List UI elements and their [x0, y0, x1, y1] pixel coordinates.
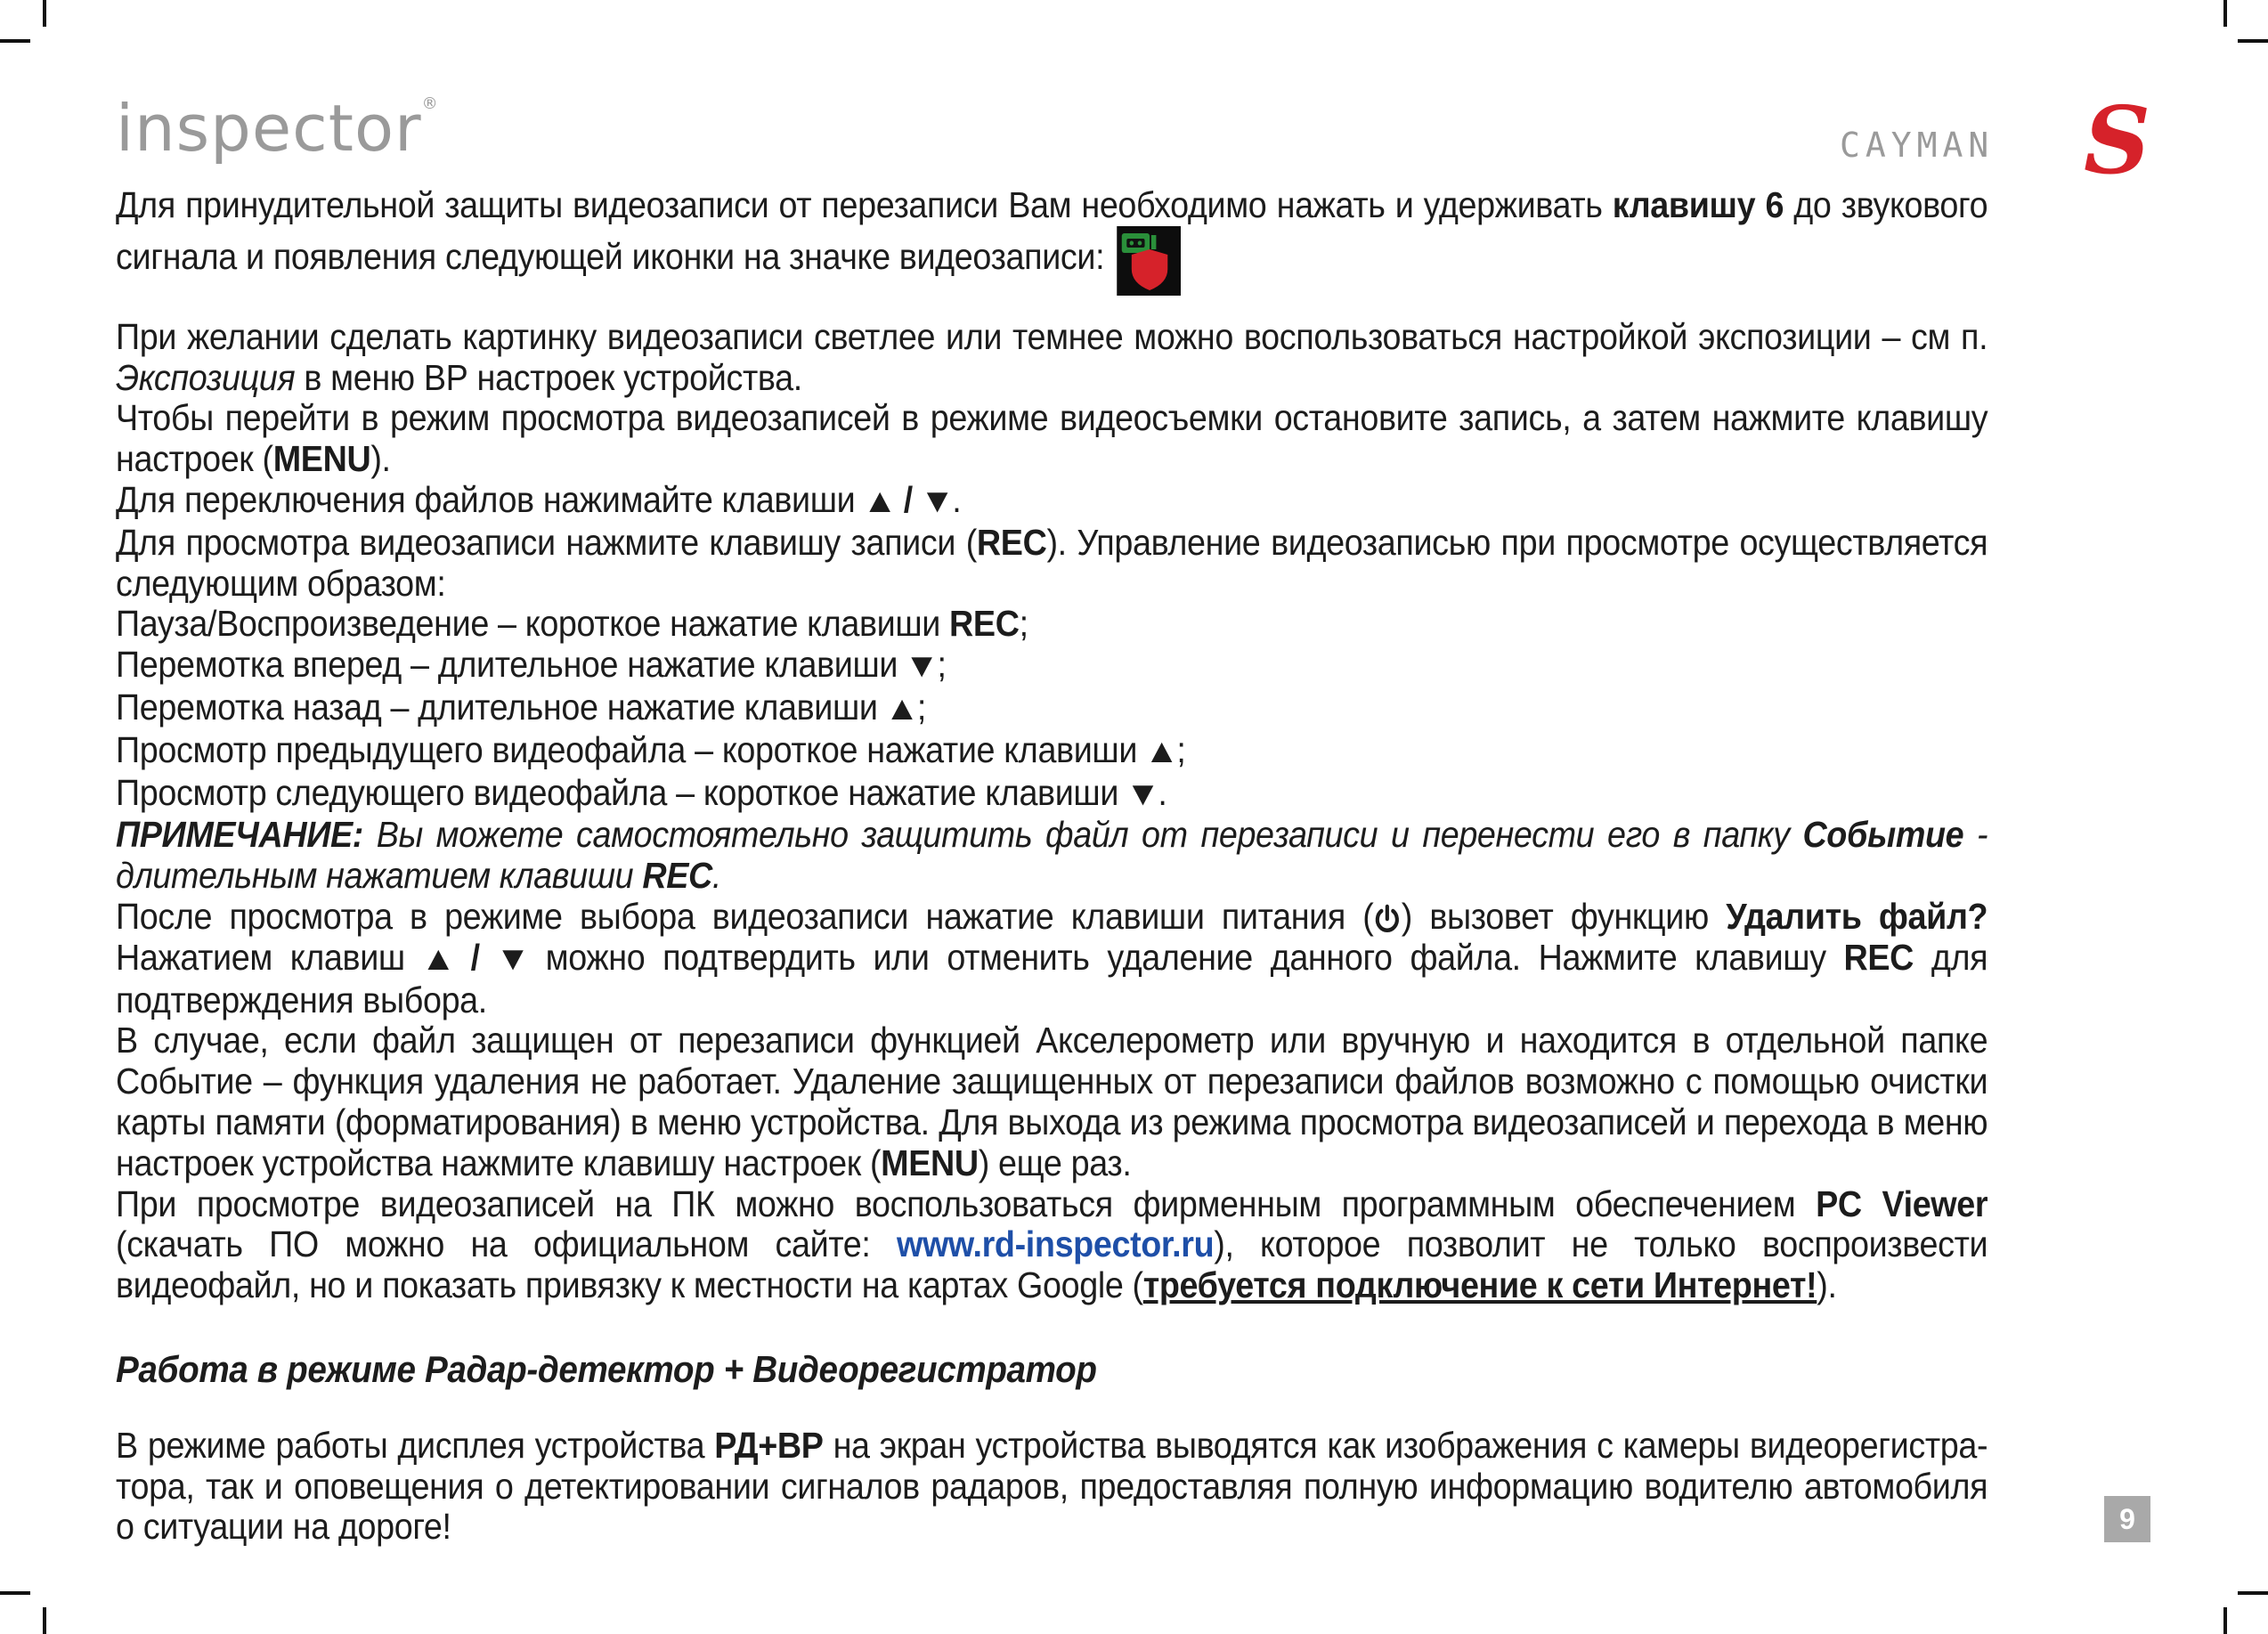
note-paragraph: ПРИМЕЧАНИЕ: Вы можете самостоятельно защитить файл от перезаписи и перенести его в папку Событие - длительным нажатием клавиши REC.	[116, 814, 1988, 897]
paragraph-exposure: При желании сделать картинку видеозаписи светлее или темнее можно воспользоваться настройкой экспозиции – см п. Экспозиция в меню ВР настроек устройства.	[116, 315, 1988, 398]
paragraph-radar-mode: В режиме работы дисплея устройства РД+ВР на экран устройства выводятся как изображения с камеры видеорегистра-тора, так и оповещения о детектировании сигналов радаров, предоставляя полную информацию водителю автомобиля о ситуации на дороге!	[116, 1424, 1988, 1548]
up-arrow-icon: ▲	[861, 482, 898, 520]
section-heading: Работа в режиме Радар-детектор + Видеорегистратор	[116, 1347, 1097, 1390]
page-number: 9	[2104, 1496, 2150, 1542]
cayman-s-logo	[1834, 100, 2157, 193]
up-arrow-icon: ▲	[884, 689, 920, 728]
paragraph-playback-mode: Чтобы перейти в режим просмотра видеозаписей в режиме видеосъемки остановите запись, а затем нажмите клавишу настроек (MENU).	[116, 397, 1988, 480]
website-link[interactable]: www.rd-inspector.ru	[896, 1223, 1215, 1265]
crop-mark	[2238, 39, 2268, 43]
paragraph-switch-files: Для переключения файлов нажимайте клавиши ▲ / ▼.	[116, 480, 1988, 523]
down-arrow-icon: ▼	[904, 647, 940, 686]
crop-mark	[2238, 1591, 2268, 1595]
paragraph-pc-viewer: При просмотре видеозаписей на ПК можно воспользоваться фирменным программным обеспечением PC Viewer (скачать ПО можно на официальном сайте: www.rd-inspector.ru), которое позволит не только воспроизвести видеофайл, но и показать привязку к местности на картах Google (требуется подключение к сети Интернет!).	[116, 1183, 1988, 1306]
manual-body	[116, 185, 1988, 1548]
down-arrow-icon: ▼	[495, 939, 531, 978]
paragraph-view-recording: Для просмотра видеозаписи нажмите клавишу записи (REC). Управление видеозаписью при просмотре осуществляется следующим образом:	[116, 521, 1988, 604]
crop-mark	[43, 1607, 46, 1634]
up-arrow-icon: ▲	[1143, 732, 1179, 770]
cayman-s-mark: S	[2084, 100, 2151, 189]
paragraph-delete-file: После просмотра в режиме выбора видеозаписи нажатие клавиши питания ( ) вызовет функцию Удалить файл? Нажатием клавиш ▲ / ▼ можно подтвердить или отменить удаление данного файла. Нажмите клавишу REC для подтверждения выбора.	[116, 895, 1988, 1020]
paragraph-protected-files: В случае, если файл защищен от перезаписи функцией Акселерометр или вручную и находится в отдельной папке Событие – функция удаления не работает. Удаление защищенных от перезаписи файлов возможно с помощью очистки карты памяти (форматирования) в меню устройства. Для выхода из режима просмотра видеозаписей и перехода в меню настроек устройства нажмите клавишу настроек (MENU) еще раз.	[116, 1020, 1988, 1183]
lock-shield-icon	[1117, 226, 1181, 296]
control-rewind: Перемотка назад – длительное нажатие клавиши ▲;	[116, 687, 1988, 730]
cayman-wordmark: CAYMAN	[1840, 126, 1995, 165]
crop-mark	[2223, 1607, 2227, 1634]
paragraph-protect: Для принудительной защиты видеозаписи от перезаписи Вам необходимо нажать и удерживать клавишу 6 до звукового сигнала и появления следующей иконки на значке видеозаписи:	[116, 185, 1988, 296]
inspector-logo: inspector®	[116, 91, 439, 166]
crop-mark	[0, 39, 30, 43]
up-arrow-icon: ▲	[420, 939, 456, 978]
down-arrow-icon: ▼	[1125, 775, 1160, 813]
power-icon	[1374, 902, 1402, 932]
control-pause-play: Пауза/Воспроизведение – короткое нажатие клавиши REC;	[116, 603, 1028, 645]
crop-mark	[2223, 0, 2227, 27]
control-next-file: Просмотр следующего видеофайла – короткое нажатие клавиши ▼.	[116, 773, 1988, 816]
down-arrow-icon: ▼	[919, 482, 955, 520]
crop-mark	[0, 1591, 30, 1595]
crop-mark	[43, 0, 46, 27]
control-fast-forward: Перемотка вперед – длительное нажатие клавиши ▼;	[116, 645, 1988, 687]
control-previous-file: Просмотр предыдущего видеофайла – короткое нажатие клавиши ▲;	[116, 730, 1988, 773]
